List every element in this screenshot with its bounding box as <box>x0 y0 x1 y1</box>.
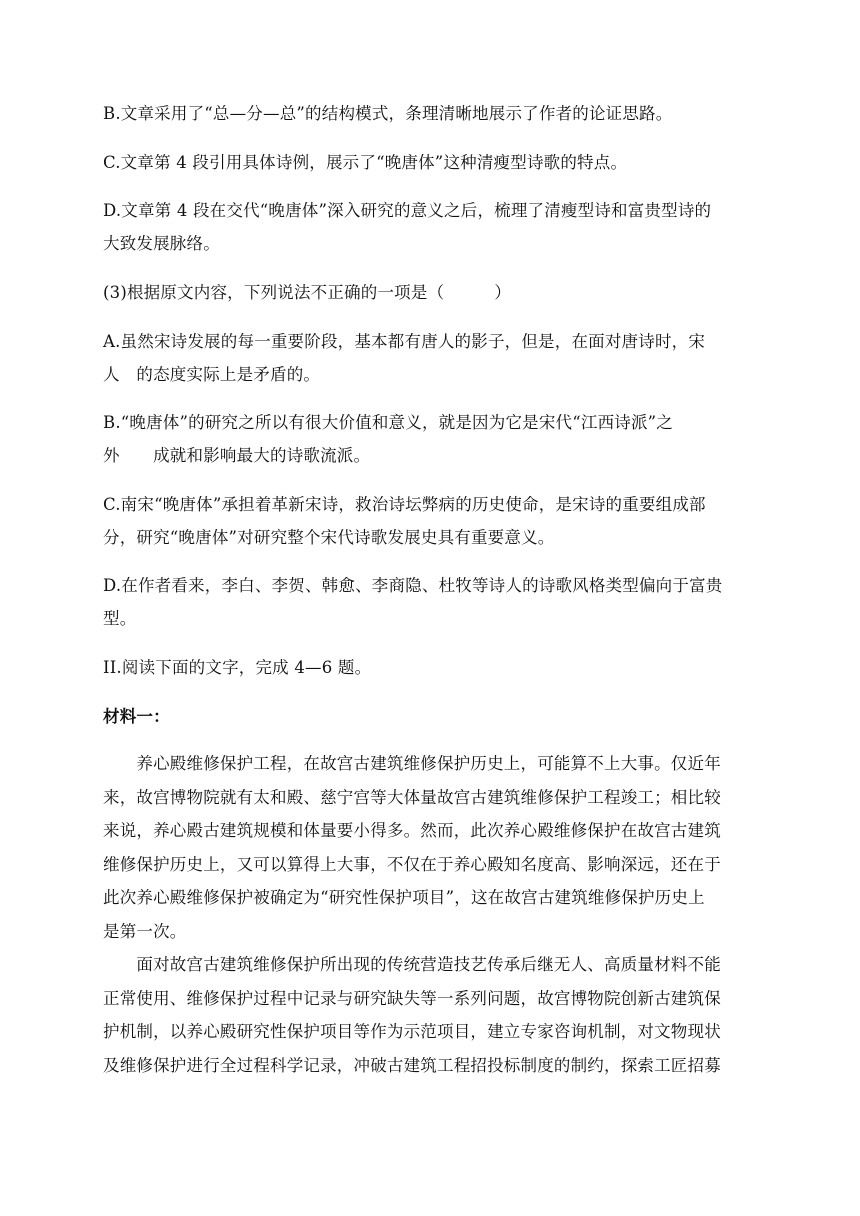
question-3-stem: (3)根据原文内容，下列说法不正确的一项是（ ） <box>103 283 512 302</box>
question-3-option-d-line2: 型。 <box>103 609 137 628</box>
question-2-option-c: C.文章第 4 段引用具体诗例，展示了“晚唐体”这种清瘦型诗歌的特点。 <box>103 153 628 172</box>
material-1-para2-line: 护机制，以养心殿研究性保护项目等作为示范项目，建立专家咨询机制，对文物现状 <box>103 1022 721 1041</box>
material-1-title: 材料一： <box>103 707 170 726</box>
question-3-option-b-line1: B.“晚唐体”的研究之所以有很大价值和意义，就是因为它是宋代“江西诗派”之 <box>103 413 674 432</box>
question-3-option-b-line2: 外 成就和影响最大的诗歌流派。 <box>103 446 371 465</box>
material-1-para1-line: 来，故宫博物院就有太和殿、慈宁宫等大体量故宫古建筑维修保护工程竣工；相比较 <box>103 788 721 807</box>
question-3-option-d-line1: D.在作者看来，李白、李贺、韩愈、李商隐、杜牧等诗人的诗歌风格类型偏向于富贵 <box>103 576 723 595</box>
material-1-para1-line: 养心殿维修保护工程，在故宫古建筑维修保护历史上，可能算不上大事。仅近年 <box>103 754 721 773</box>
material-1-para1-line: 是第一次。 <box>103 922 187 941</box>
question-2-option-d-line1: D.文章第 4 段在交代“晚唐体”深入研究的意义之后，梳理了清瘦型诗和富贵型诗的 <box>103 201 712 220</box>
material-1-para1-line: 来说，养心殿古建筑规模和体量要小得多。然而，此次养心殿维修保护在故宫古建筑 <box>103 821 721 840</box>
material-1-para2-line: 及维修保护进行全过程科学记录，冲破古建筑工程招投标制度的制约，探索工匠招募 <box>103 1056 721 1075</box>
question-3-option-a-line2: 人 的态度实际上是矛盾的。 <box>103 365 321 384</box>
question-2-option-b: B.文章采用了“总—分—总”的结构模式，条理清晰地展示了作者的论证思路。 <box>103 104 673 123</box>
material-1-para1-line: 维修保护历史上，又可以算得上大事，不仅在于养心殿知名度高、影响深远，还在于 <box>103 855 721 874</box>
question-3-option-c-line1: C.南宋“晚唐体”承担着革新宋诗，救治诗坛弊病的历史使命，是宋诗的重要组成部 <box>103 495 706 514</box>
material-1-para1-line: 此次养心殿维修保护被确定为“研究性保护项目”，这在故宫古建筑维修保护历史上 <box>103 888 705 907</box>
question-3-option-a-line1: A.虽然宋诗发展的每一重要阶段，基本都有唐人的影子，但是，在面对唐诗时，宋 <box>103 332 706 351</box>
section-ii-heading: II.阅读下面的文字，完成 4—6 题。 <box>103 658 372 677</box>
material-1-para2-line: 面对故宫古建筑维修保护所出现的传统营造技艺传承后继无人、高质量材料不能 <box>103 955 721 974</box>
material-1-para2-line: 正常使用、维修保护过程中记录与研究缺失等一系列问题，故宫博物院创新古建筑保 <box>103 989 721 1008</box>
question-2-option-d-line2: 大致发展脉络。 <box>103 234 220 253</box>
question-3-option-c-line2: 分，研究“晚唐体”对研究整个宋代诗歌发展史具有重要意义。 <box>103 528 555 547</box>
